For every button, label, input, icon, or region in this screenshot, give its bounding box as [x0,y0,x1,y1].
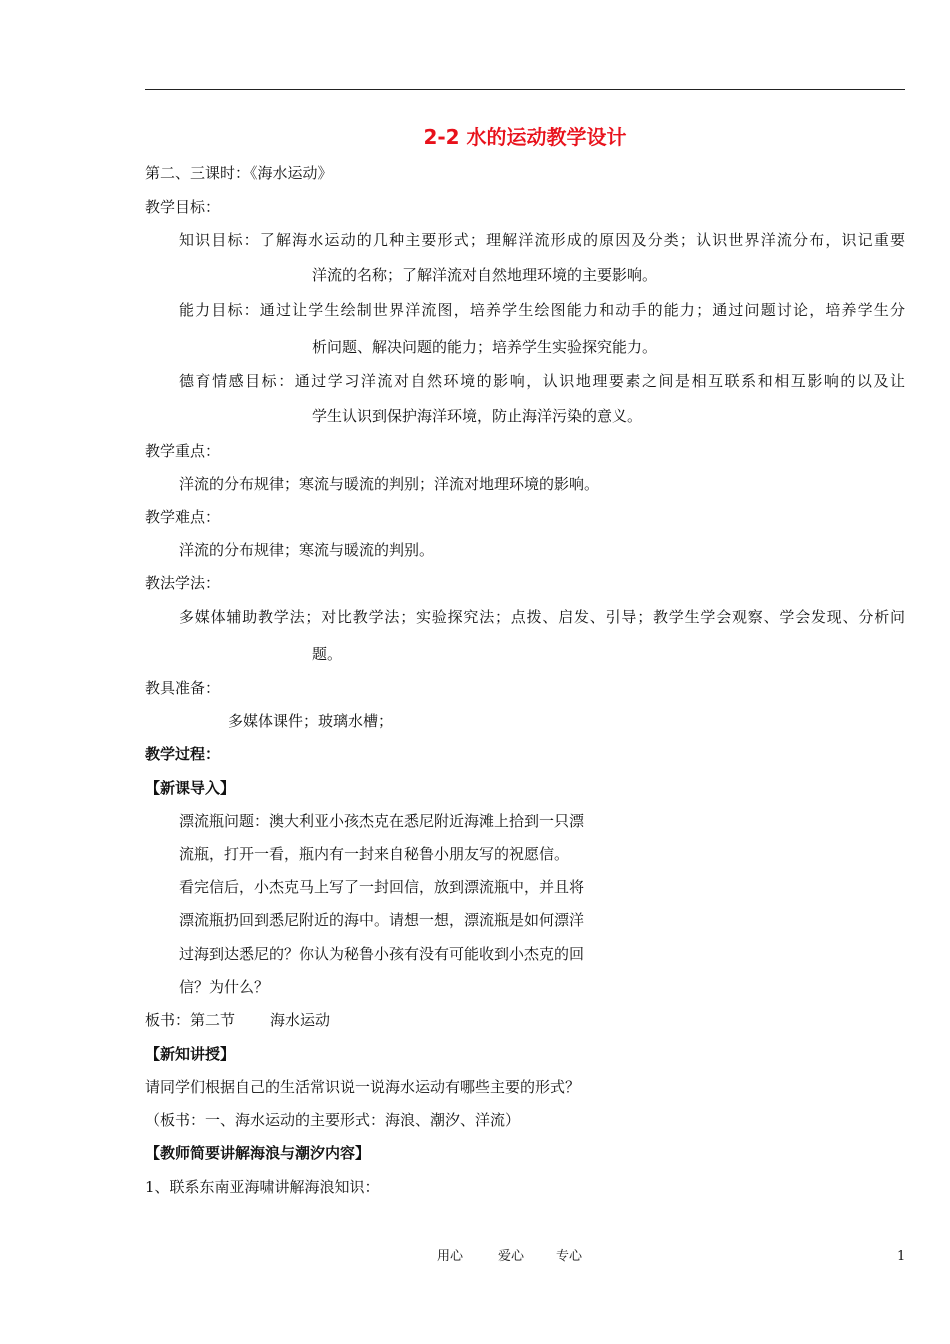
intro-line: 过海到达悉尼的？你认为秘鲁小孩有没有可能收到小杰克的回 [179,945,585,963]
key-points-heading: 教学重点： [145,442,221,460]
footer-word: 专心 [556,1249,583,1264]
document-title: 2-2 水的运动教学设计 [423,125,627,149]
knowledge-objective-line-2: 洋流的名称；了解洋流对自然地理环境的主要影响。 [312,266,658,284]
ability-objective-line-2: 析问题、解决问题的能力；培养学生实验探究能力。 [312,338,658,356]
item-1: 1、联系东南亚海啸讲解海浪知识： [145,1178,380,1196]
methods-line-1: 多媒体辅助教学法；对比教学法；实验探究法；点拨、启发、引导；教学生学会观察、学会发现、分析问 [179,608,905,626]
tools-heading: 教具准备： [145,679,221,697]
knowledge-objective-line-1: 知识目标：了解海水运动的几种主要形式；理解洋流形成的原因及分类；认识世界洋流分布，识记重要 [179,231,905,249]
board-label: 板书：第二节 [145,1011,236,1029]
lesson-line: 第二、三课时：《海水运动》 [145,164,333,182]
page-number: 1 [897,1249,906,1264]
intro-line: 信？为什么？ [179,978,270,996]
header-rule [145,89,905,90]
ability-objective-line-1: 能力目标：通过让学生绘制世界洋流图，培养学生绘图能力和动手的能力；通过问题讨论，培养学生分 [179,301,905,319]
board-topic: 海水运动 [270,1011,331,1029]
intro-line: 漂流瓶扔回到悉尼附近的海中。请想一想，漂流瓶是如何漂洋 [179,911,585,929]
intro-line: 流瓶，打开一看，瓶内有一封来自秘鲁小朋友写的祝愿信。 [179,845,570,863]
moral-objective-line-1: 德育情感目标：通过学习洋流对自然环境的影响，认识地理要素之间是相互联系和相互影响的以及让 [179,372,905,390]
methods-line-2: 题。 [312,645,343,663]
new-knowledge-heading: 【新知讲授】 [145,1045,236,1063]
process-heading: 教学过程： [145,745,221,763]
tools-text: 多媒体课件；玻璃水槽； [228,712,394,730]
difficulties-heading: 教学难点： [145,508,221,526]
intro-heading: 【新课导入】 [145,779,236,797]
intro-line: 看完信后，小杰克马上写了一封回信，放到漂流瓶中，并且将 [179,878,585,896]
moral-objective-line-2: 学生认识到保护海洋环境，防止海洋污染的意义。 [312,407,643,425]
intro-line: 漂流瓶问题：澳大利亚小孩杰克在悉尼附近海滩上拾到一只漂 [179,812,585,830]
teacher-heading: 【教师简要讲解海浪与潮汐内容】 [145,1144,371,1162]
difficulties-text: 洋流的分布规律；寒流与暖流的判别。 [179,541,435,559]
objectives-heading: 教学目标： [145,198,221,216]
board-note: （板书：一、海水运动的主要形式：海浪、潮汐、洋流） [145,1111,521,1129]
footer-word: 用心 [437,1249,464,1264]
footer-word: 爱心 [498,1249,525,1264]
key-points-text: 洋流的分布规律；寒流与暖流的判别；洋流对地理环境的影响。 [179,475,600,493]
methods-heading: 教法学法： [145,574,221,592]
question-line: 请同学们根据自己的生活常识说一说海水运动有哪些主要的形式？ [145,1078,581,1096]
